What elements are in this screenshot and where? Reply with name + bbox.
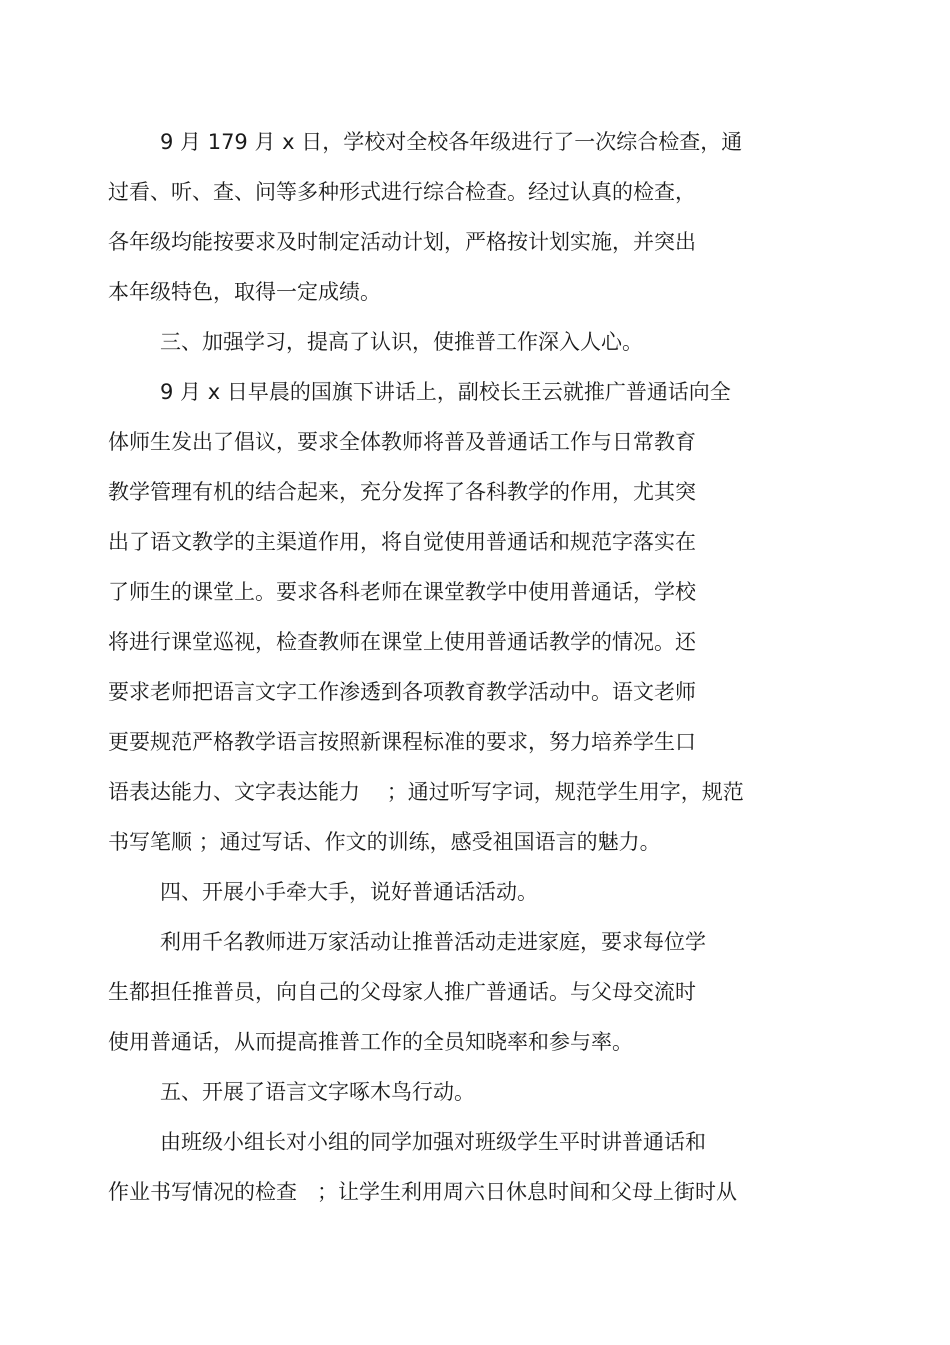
text-line: 9 月 x 日早晨的国旗下讲话上，副校长王云就推广普通话向全	[160, 380, 731, 404]
text-line: 要求老师把语言文字工作渗透到各项教育教学活动中。语文老师	[108, 680, 696, 704]
text-line: 更要规范严格教学语言按照新课程标准的要求，努力培养学生口	[108, 730, 696, 754]
section-heading: 三、加强学习，提高了认识，使推普工作深入人心。	[160, 330, 643, 354]
text-line: 语表达能力、文字表达能力 ；通过听写字词，规范学生用字，规范	[108, 780, 744, 804]
text-line: 由班级小组长对小组的同学加强对班级学生平时讲普通话和	[160, 1130, 706, 1154]
text-line: 出了语文教学的主渠道作用，将自觉使用普通话和规范字落实在	[108, 530, 696, 554]
text-line: 生都担任推普员，向自己的父母家人推广普通话。与父母交流时	[108, 980, 696, 1004]
section-heading: 四、开展小手牵大手，说好普通话活动。	[160, 880, 538, 904]
text-line: 本年级特色，取得一定成绩。	[108, 280, 381, 304]
text-line: 使用普通话，从而提高推普工作的全员知晓率和参与率。	[108, 1030, 633, 1054]
text-line: 体师生发出了倡议，要求全体教师将普及普通话工作与日常教育	[108, 430, 696, 454]
text-line: 作业书写情况的检查 ；让学生利用周六日休息时间和父母上街时从	[108, 1180, 738, 1204]
text-line: 了师生的课堂上。要求各科老师在课堂教学中使用普通话，学校	[108, 580, 696, 604]
text-line: 过看、听、查、问等多种形式进行综合检查。经过认真的检查，	[108, 180, 696, 204]
text-line: 各年级均能按要求及时制定活动计划，严格按计划实施，并突出	[108, 230, 696, 254]
text-line: 9 月 179 月 x 日，学校对全校各年级进行了一次综合检查，通	[160, 130, 743, 154]
section-heading: 五、开展了语言文字啄木鸟行动。	[160, 1080, 475, 1104]
text-line: 教学管理有机的结合起来，充分发挥了各科教学的作用，尤其突	[108, 480, 696, 504]
text-line: 书写笔顺 ；通过写话、作文的训练，感受祖国语言的魅力。	[108, 830, 661, 854]
text-line: 将进行课堂巡视，检查教师在课堂上使用普通话教学的情况。还	[108, 630, 696, 654]
text-line: 利用千名教师进万家活动让推普活动走进家庭，要求每位学	[160, 930, 706, 954]
